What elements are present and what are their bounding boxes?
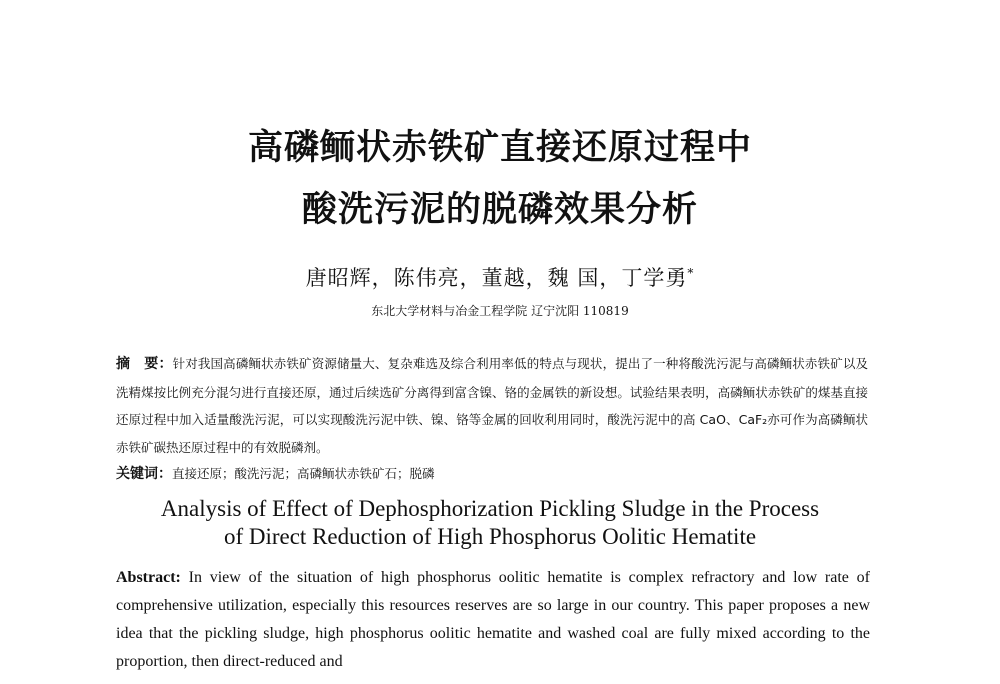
chinese-abstract	[116, 350, 868, 461]
chinese-abstract-label: 摘 要：	[116, 356, 173, 372]
english-title-line-1: Analysis of Effect of Dephosphorization Pickling Sludge in the Process	[160, 496, 820, 521]
english-abstract	[116, 564, 870, 676]
author-names: 唐昭辉，陈伟亮，董越，魏 国，丁学勇	[305, 266, 688, 290]
chinese-keywords	[116, 460, 868, 488]
chinese-keywords-text: 直接还原；酸洗污泥；高磷鲕状赤铁矿石；脱磷	[172, 466, 435, 481]
corresponding-author-mark: *	[687, 266, 695, 280]
english-abstract-label: Abstract:	[116, 569, 181, 586]
author-list	[0, 262, 1000, 292]
english-title-line-2: of Direct Reduction of High Phosphorus Oolitic Hematite	[223, 524, 757, 549]
chinese-abstract-text: 针对我国高磷鲕状赤铁矿资源储量大、复杂难选及综合利用率低的特点与现状，提出了一种将酸洗污泥与高磷鲕状赤铁矿以及洗精煤按比例充分混匀进行直接还原，通过后续选矿分离得到富含镍、铬的金属铁的新设想。试验结果表明，高磷鲕状赤铁矿的煤基直接还原过程中加入适量酸洗污泥，可以实现酸洗污泥中铁、镍、铬等金属的回收利用同时，酸洗污泥中的高 CaO、CaF₂亦可作为高磷鲕状赤铁矿碳热还原过程中的有效脱磷剂。	[116, 356, 868, 455]
english-abstract-text: In view of the situation of high phosphorus oolitic hematite is complex refractory and low rate of comprehensive utilization, especially this resources reserves are so large in our country. This paper proposes a new idea that the pickling sludge, high phosphorus oolitic hematite and washed coal are fully mixed according to the proportion, then direct-reduced and	[116, 569, 871, 670]
affiliation: 东北大学材料与冶金工程学院 辽宁沈阳 110819	[371, 304, 629, 318]
chinese-title-line-1: 高磷鲕状赤铁矿直接还原过程中	[247, 128, 752, 168]
chinese-keywords-label: 关键词：	[116, 466, 172, 482]
chinese-title-line-2: 酸洗污泥的脱磷效果分析	[301, 190, 698, 230]
